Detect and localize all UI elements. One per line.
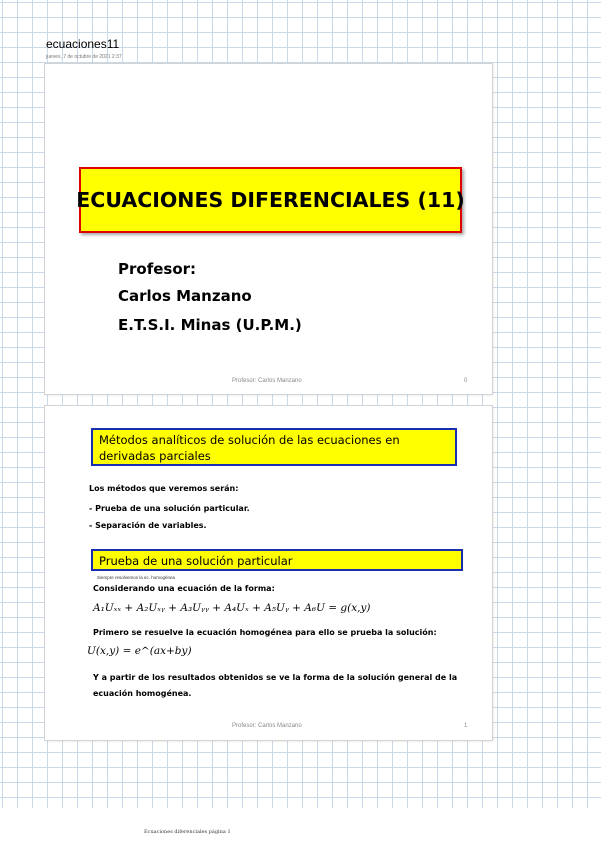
section-title: Métodos analíticos de solución de las ecuaciones en derivadas parciales [99, 433, 400, 463]
slide-number: 0 [464, 378, 468, 384]
subsection-title-box [91, 549, 463, 571]
professor-label: Profesor: [118, 260, 197, 278]
slide-footer: Profesor: Carlos Manzano [232, 723, 302, 729]
intro-text: Los métodos que veremos serán: [89, 484, 239, 493]
professor-name: Carlos Manzano [118, 287, 252, 305]
trial-solution: U(x,y) = e^(ax+by) [87, 645, 192, 657]
slide-title-box [76, 167, 465, 233]
conclusion-line-1: Y a partir de los resultados obtenidos se ve la forma de la solución general de la [93, 673, 458, 682]
consider-text: Considerando una ecuación de la forma: [93, 584, 275, 593]
bullet-item: - Prueba de una solución particular. [89, 504, 250, 513]
slide-1 [45, 406, 492, 740]
slide-title: ECUACIONES DIFERENCIALES (11) [76, 188, 465, 212]
bullet-item: - Separación de variables. [89, 521, 207, 530]
bottom-margin [0, 808, 601, 848]
page-title: ecuaciones11 [46, 37, 120, 51]
slide-footer: Profesor: Carlos Manzano [232, 378, 302, 384]
page-footer: Ecuaciones diferenciales página 1 [144, 829, 231, 835]
subsection-title: Prueba de una solución particular [99, 554, 293, 568]
note-text: Siempre resolvemos la ec. homogénea [97, 575, 176, 580]
equation: A₁Uₓₓ + A₂Uₓᵧ + A₃Uᵧᵧ + A₄Uₓ + A₅Uᵧ + A₆U = g(x,y) [93, 602, 371, 614]
institution: E.T.S.I. Minas (U.P.M.) [118, 316, 302, 334]
slide-number: 1 [464, 723, 468, 729]
slide-0 [45, 64, 492, 394]
page-date: jueves, 7 de octubre de 2021 2:37 [46, 54, 122, 60]
conclusion-line-2: ecuación homogénea. [93, 689, 192, 698]
first-step-text: Primero se resuelve la ecuación homogénea para ello se prueba la solución: [93, 628, 437, 637]
section-title-box [91, 428, 457, 466]
